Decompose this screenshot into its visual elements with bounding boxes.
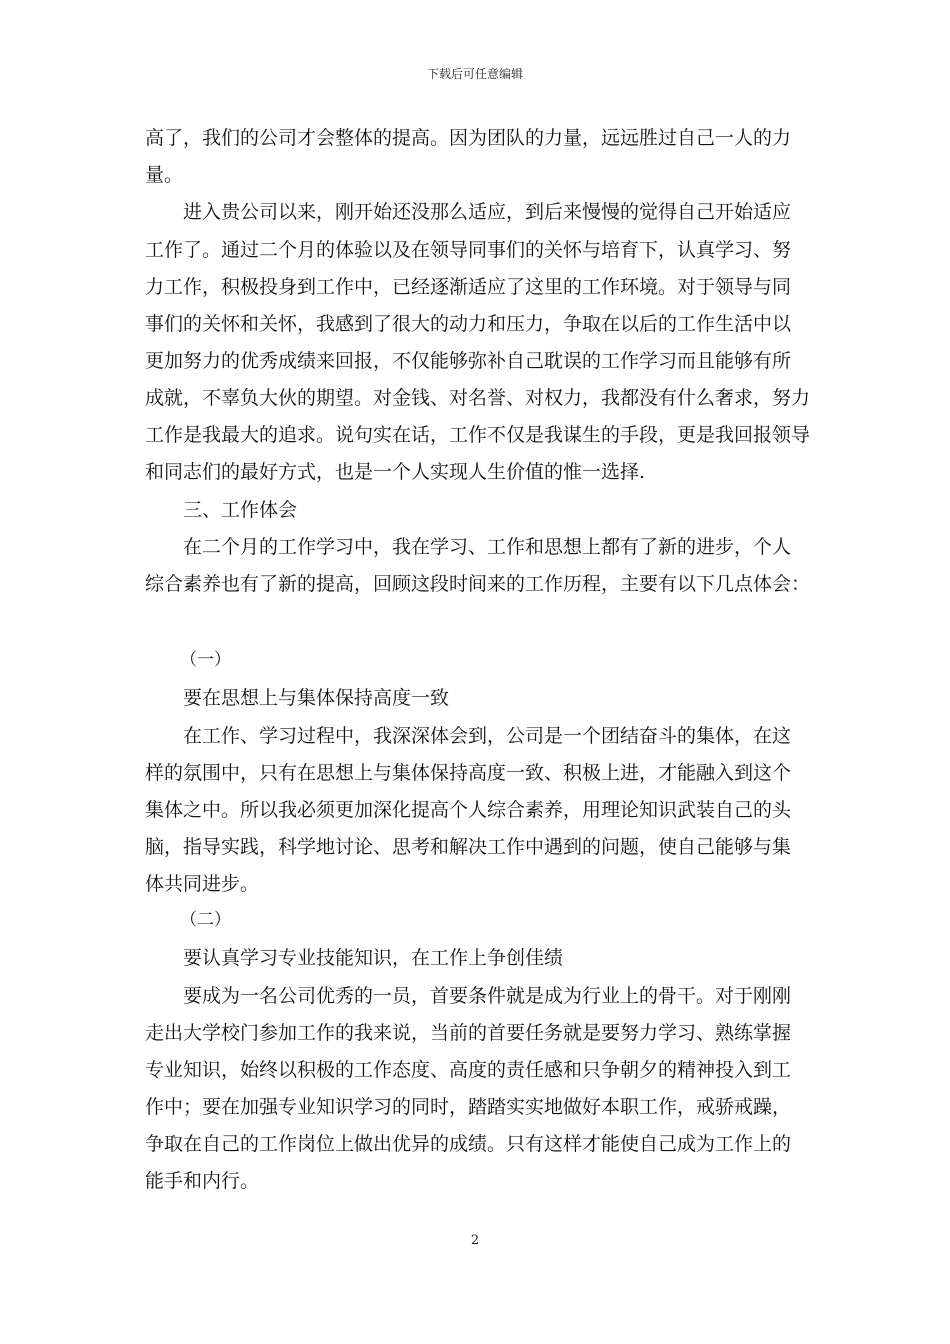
paragraph-first-line: 在二个月的工作学习中，我在学习、工作和思想上都有了新的进步，个人: [183, 536, 792, 558]
text-line: 走出大学校门参加工作的我来说，当前的首要任务就是要努力学习、熟练掌握: [145, 1022, 792, 1044]
section-heading: 三、工作体会: [183, 499, 298, 521]
paragraph-first-line: 要成为一名公司优秀的一员，首要条件就是成为行业上的骨干。对于刚刚: [183, 985, 792, 1007]
subsection-number: （一）: [180, 650, 231, 670]
text-line: 脑，指导实践，科学地讨论、思考和解决工作中遇到的问题，使自己能够与集: [145, 836, 792, 858]
text-line: 和同志们的最好方式，也是一个人实现人生价值的惟一选择.: [145, 461, 646, 483]
text-line: 高了，我们的公司才会整体的提高。因为团队的力量，远远胜过自己一人的力: [145, 127, 792, 149]
text-line: 专业知识，始终以积极的工作态度、高度的责任感和只争朝夕的精神投入到工: [145, 1059, 792, 1081]
text-line: 集体之中。所以我必须更加深化提高个人综合素养，用理论知识武装自己的头: [145, 799, 792, 821]
text-line: 争取在自己的工作岗位上做出优异的成绩。只有这样才能使自己成为工作上的: [145, 1133, 792, 1155]
subsection-heading: 要认真学习专业技能知识，在工作上争创佳绩: [183, 947, 564, 969]
text-line: 更加努力的优秀成绩来回报，不仅能够弥补自己耽误的工作学习而且能够有所: [145, 350, 792, 372]
subsection-number: （二）: [180, 910, 231, 930]
text-line: 事们的关怀和关怀，我感到了很大的动力和压力，争取在以后的工作生活中以: [145, 313, 792, 335]
text-line: 综合素养也有了新的提高，回顾这段时间来的工作历程，主要有以下几点体会：: [145, 573, 811, 595]
text-line: 量。: [145, 164, 184, 186]
text-line: 作中；要在加强专业知识学习的同时，踏踏实实地做好本职工作，戒骄戒躁，: [145, 1096, 792, 1118]
text-line: 力工作，积极投身到工作中，已经逐渐适应了这里的工作环境。对于领导与同: [145, 276, 792, 298]
paragraph-first-line: 在工作、学习过程中，我深深体会到，公司是一个团结奋斗的集体，在这: [183, 725, 792, 747]
text-line: 能手和内行。: [145, 1170, 260, 1192]
text-line: 样的氛围中，只有在思想上与集体保持高度一致、积极上进，才能融入到这个: [145, 762, 792, 784]
text-line: 工作是我最大的追求。说句实在话，工作不仅是我谋生的手段，更是我回报领导: [145, 424, 811, 446]
text-line: 体共同进步。: [145, 873, 260, 895]
page-header: 下载后可任意编辑: [426, 67, 523, 81]
text-line: 成就，不辜负大伙的期望。对金钱、对名誉、对权力，我都没有什么奢求，努力: [145, 387, 811, 409]
subsection-heading: 要在思想上与集体保持高度一致: [183, 687, 450, 709]
text-line: 工作了。通过二个月的体验以及在领导同事们的关怀与培育下，认真学习、努: [145, 239, 792, 261]
page-number: 2: [470, 1233, 480, 1248]
paragraph-first-line: 进入贵公司以来，刚开始还没那么适应，到后来慢慢的觉得自己开始适应: [183, 201, 792, 223]
